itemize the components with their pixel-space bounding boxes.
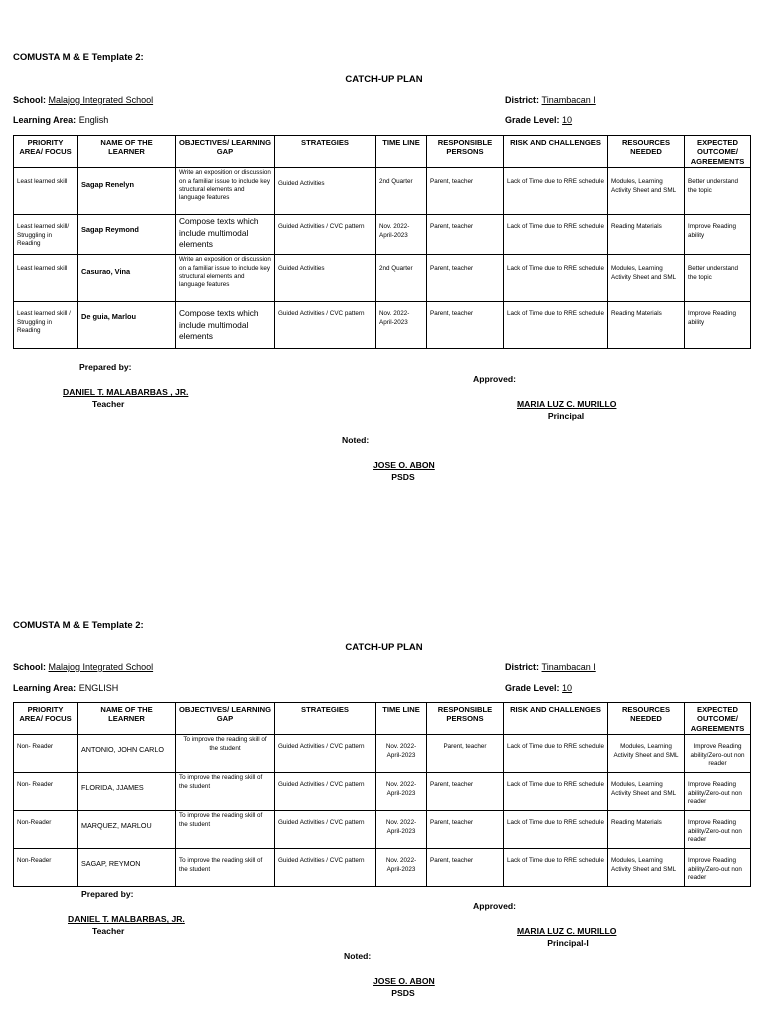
cell-risk: Lack of Time due to RRE schedule — [504, 735, 608, 773]
cell-persons: Parent, teacher — [427, 168, 504, 215]
approved-role: Principal — [547, 411, 585, 421]
approved-label-2: Approved: — [473, 901, 516, 911]
cell-resources: Modules, Learning Activity Sheet and SML — [608, 773, 685, 811]
cell-learner: SAGAP, REYMON — [78, 849, 176, 887]
col-responsible: RESPONSIBLE PERSONS — [427, 703, 504, 735]
learning-area-value: ENGLISH — [78, 683, 119, 693]
prepared-role: Teacher — [92, 399, 125, 409]
approved-label: Approved: — [473, 374, 516, 384]
cell-resources: Modules, Learning Activity Sheet and SML — [608, 255, 685, 302]
table-row — [14, 168, 751, 215]
cell-focus: Least learned skill — [14, 255, 78, 302]
col-resources: RESOURCES NEEDED — [608, 136, 685, 168]
cell-outcome: Better understand the topic — [685, 255, 751, 302]
grade-level-label: Grade Level: — [505, 115, 560, 125]
cell-persons: Parent, teacher — [427, 255, 504, 302]
prepared-label: Prepared by: — [79, 362, 132, 372]
cell-outcome: Improve Reading ability/Zero-out non reader — [685, 773, 751, 811]
cell-risk: Lack of Time due to RRE schedule — [504, 811, 608, 849]
district-label: District: — [505, 662, 540, 672]
cell-persons: Parent, teacher — [427, 849, 504, 887]
noted-name-2: JOSE O. ABON — [373, 976, 435, 986]
cell-risk: Lack of Time due to RRE schedule — [504, 849, 608, 887]
learning-area-label: Learning Area: — [13, 683, 77, 693]
cell-resources: Reading Materials — [608, 302, 685, 349]
cell-resources: Reading Materials — [608, 215, 685, 255]
cell-outcome: Improve Reading ability/Zero-out non reader — [685, 849, 751, 887]
col-responsible: RESPONSIBLE PERSONS — [427, 136, 504, 168]
school-value: Malajog Integrated School — [48, 95, 154, 105]
table-row — [14, 811, 751, 849]
table-row — [14, 215, 751, 255]
cell-resources: Modules, Learning Activity Sheet and SML — [608, 849, 685, 887]
cell-focus: Non-Reader — [14, 849, 78, 887]
district-value: Tinambacan I — [541, 95, 596, 105]
grade-level-value: 10 — [562, 683, 573, 693]
col-risk: RISK AND CHALLENGES — [504, 136, 608, 168]
cell-focus: Non-Reader — [14, 811, 78, 849]
cell-learner: FLORIDA, JJAMES — [78, 773, 176, 811]
catch-up-plan-table — [13, 135, 751, 349]
noted-name: JOSE O. ABON — [373, 460, 435, 470]
cell-learner: De guia, Marlou — [78, 302, 176, 349]
noted-label-2: Noted: — [344, 951, 372, 961]
cell-outcome: Improve Reading ability/Zero-out non reader — [685, 811, 751, 849]
col-outcome: EXPECTED OUTCOME/ AGREEMENTS — [685, 136, 751, 168]
cell-objective: To improve the reading skill of the student — [176, 849, 275, 887]
cell-risk: Lack of Time due to RRE schedule — [504, 302, 608, 349]
col-timeline: TIME LINE — [376, 703, 427, 735]
school-value: Malajog Integrated School — [48, 662, 154, 672]
col-outcome: EXPECTED OUTCOME/ AGREEMENTS — [685, 703, 751, 735]
noted-role: PSDS — [391, 472, 415, 482]
district-field — [505, 95, 596, 105]
plan-title: CATCH-UP PLAN — [345, 74, 423, 85]
col-strategies: STRATEGIES — [275, 136, 376, 168]
noted-label: Noted: — [342, 435, 370, 445]
cell-outcome: Improve Reading ability/Zero-out non reader — [685, 735, 751, 773]
table-header — [14, 136, 751, 168]
col-resources: RESOURCES NEEDED — [608, 703, 685, 735]
col-priority: PRIORITY AREA/ FOCUS — [14, 703, 78, 735]
col-learner: NAME OF THE LEARNER — [78, 136, 176, 168]
learning-area-label: Learning Area: — [13, 115, 77, 125]
table-row — [14, 735, 751, 773]
cell-objective: To improve the reading skill of the student — [176, 735, 275, 773]
prepared-label-2: Prepared by: — [81, 889, 134, 899]
cell-timeline: 2nd Quarter — [376, 255, 427, 302]
cell-persons: Parent, teacher — [427, 735, 504, 773]
cell-objective: Write an exposition or discussion on a familiar issue to include key structural elements and language features — [176, 255, 275, 302]
learning-area-value: English — [78, 115, 109, 125]
grade-level-value: 10 — [562, 115, 573, 125]
cell-strategy: Guided Activities / CVC pattern — [275, 849, 376, 887]
cell-outcome: Improve Reading ability — [685, 215, 751, 255]
cell-focus: Least learned skill / Struggling in Reading — [14, 302, 78, 349]
cell-risk: Lack of Time due to RRE schedule — [504, 168, 608, 215]
cell-timeline: Nov. 2022- April-2023 — [376, 849, 427, 887]
cell-learner: Casurao, Vina — [78, 255, 176, 302]
school-field-2 — [13, 662, 153, 672]
cell-timeline: Nov. 2022- April-2023 — [376, 302, 427, 349]
noted-role-2: PSDS — [391, 988, 415, 998]
cell-risk: Lack of Time due to RRE schedule — [504, 215, 608, 255]
cell-strategy: Guided Activities / CVC pattern — [275, 773, 376, 811]
cell-resources: Reading Materials — [608, 811, 685, 849]
table-row — [14, 773, 751, 811]
cell-learner: ANTONIO, JOHN CARLO — [78, 735, 176, 773]
cell-timeline: Nov. 2022- April-2023 — [376, 811, 427, 849]
cell-learner: Sagap Renelyn — [78, 168, 176, 215]
cell-learner: MARQUEZ, MARLOU — [78, 811, 176, 849]
cell-outcome: Improve Reading ability — [685, 302, 751, 349]
school-label: School: — [13, 95, 46, 105]
school-field — [13, 95, 153, 105]
col-priority: PRIORITY AREA/ FOCUS — [14, 136, 78, 168]
cell-risk: Lack of Time due to RRE schedule — [504, 255, 608, 302]
cell-resources: Modules, Learning Activity Sheet and SML — [608, 735, 685, 773]
district-field-2 — [505, 662, 596, 672]
cell-objective: Compose texts which include multimodal elements — [176, 302, 275, 349]
col-learner: NAME OF THE LEARNER — [78, 703, 176, 735]
cell-resources: Modules, Learning Activity Sheet and SML — [608, 168, 685, 215]
col-timeline: TIME LINE — [376, 136, 427, 168]
cell-objective: Compose texts which include multimodal elements — [176, 215, 275, 255]
cell-learner: Sagap Reymond — [78, 215, 176, 255]
cell-strategy: Guided Activities / CVC pattern — [275, 811, 376, 849]
cell-objective: To improve the reading skill of the student — [176, 773, 275, 811]
cell-strategy: Guided Activities / CVC pattern — [275, 735, 376, 773]
plan-title-2: CATCH-UP PLAN — [345, 642, 423, 653]
cell-timeline: Nov. 2022- April-2023 — [376, 773, 427, 811]
learning-area-field-2 — [13, 683, 118, 693]
table-row — [14, 849, 751, 887]
col-objectives: OBJECTIVES/ LEARNING GAP — [176, 136, 275, 168]
template-title-2: COMUSTA M & E Template 2: — [13, 620, 144, 631]
cell-objective: Write an exposition or discussion on a familiar issue to include key structural elements and language features — [176, 168, 275, 215]
table-row — [14, 302, 751, 349]
prepared-name: DANIEL T. MALABARBAS , JR. — [63, 387, 189, 397]
prepared-role-2: Teacher — [92, 926, 125, 936]
prepared-name-2: DANIEL T. MALBARBAS, JR. — [68, 914, 185, 924]
cell-timeline: 2nd Quarter — [376, 168, 427, 215]
school-label: School: — [13, 662, 46, 672]
col-risk: RISK AND CHALLENGES — [504, 703, 608, 735]
cell-strategy: Guided Activities — [275, 255, 376, 302]
grade-level-field-2 — [505, 683, 572, 693]
cell-focus: Non- Reader — [14, 773, 78, 811]
cell-strategy: Guided Activities / CVC pattern — [275, 302, 376, 349]
cell-persons: Parent, teacher — [427, 811, 504, 849]
cell-persons: Parent, teacher — [427, 302, 504, 349]
catch-up-plan-table-2 — [13, 702, 751, 887]
district-value: Tinambacan I — [541, 662, 596, 672]
cell-timeline: Nov. 2022- April-2023 — [376, 215, 427, 255]
cell-objective: To improve the reading skill of the student — [176, 811, 275, 849]
table-header — [14, 703, 751, 735]
district-label: District: — [505, 95, 540, 105]
cell-outcome: Better understand the topic — [685, 168, 751, 215]
cell-risk: Lack of Time due to RRE schedule — [504, 773, 608, 811]
template-title: COMUSTA M & E Template 2: — [13, 52, 144, 63]
cell-focus: Least learned skill — [14, 168, 78, 215]
col-objectives: OBJECTIVES/ LEARNING GAP — [176, 703, 275, 735]
grade-level-field — [505, 115, 572, 125]
cell-strategy: Guided Activities — [275, 168, 376, 215]
cell-persons: Parent, teacher — [427, 215, 504, 255]
learning-area-field — [13, 115, 108, 125]
cell-persons: Parent, teacher — [427, 773, 504, 811]
col-strategies: STRATEGIES — [275, 703, 376, 735]
cell-focus: Least learned skill/ Struggling in Reading — [14, 215, 78, 255]
approved-role-2: Principal-I — [547, 938, 589, 948]
cell-strategy: Guided Activities / CVC pattern — [275, 215, 376, 255]
table-row — [14, 255, 751, 302]
grade-level-label: Grade Level: — [505, 683, 560, 693]
approved-name: MARIA LUZ C. MURILLO — [517, 399, 617, 409]
approved-name-2: MARIA LUZ C. MURILLO — [517, 926, 617, 936]
cell-focus: Non- Reader — [14, 735, 78, 773]
cell-timeline: Nov. 2022- April-2023 — [376, 735, 427, 773]
